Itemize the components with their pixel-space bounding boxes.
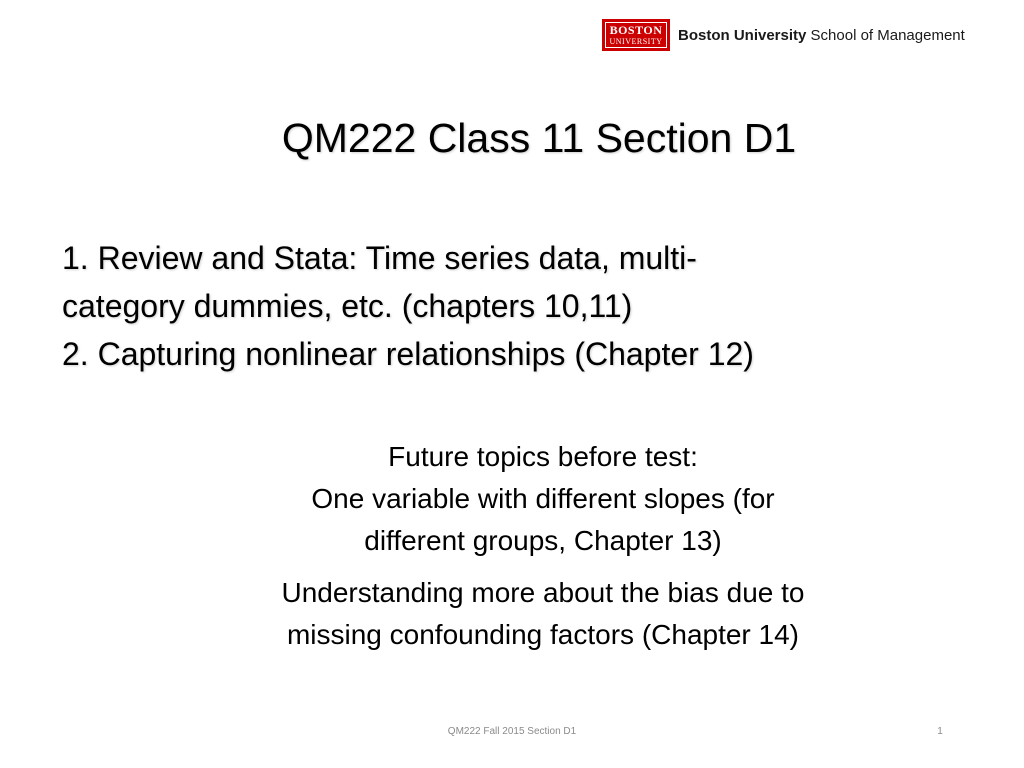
agenda-line-3: 2. Capturing nonlinear relationships (Chapter 12) (62, 336, 754, 372)
agenda-line-2: category dummies, etc. (chapters 10,11) (62, 288, 633, 324)
school-name-bold: Boston University (678, 26, 807, 44)
seal-line-1: BOSTON (609, 23, 663, 37)
agenda-line-1: 1. Review and Stata: Time series data, multi- (62, 240, 697, 276)
seal-line-2: UNIVERSITY (609, 37, 663, 46)
slide-footer: QM222 Fall 2015 Section D1 (447, 726, 577, 737)
school-name (678, 27, 965, 44)
agenda (62, 234, 1002, 378)
university-logo (602, 19, 965, 51)
slide-title: QM222 Class 11 Section D1 (281, 115, 797, 161)
school-name-rest: School of Management (810, 26, 965, 44)
future-topic-2-line-2: missing confounding factors (Chapter 14) (286, 619, 800, 650)
future-topics-heading: Future topics before test: (388, 441, 698, 472)
future-topic-1-line-2: different groups, Chapter 13) (364, 525, 722, 556)
boston-university-seal (602, 19, 670, 51)
future-topics (180, 436, 906, 656)
future-topic-1-line-1: One variable with different slopes (for (311, 483, 775, 514)
future-topic-2-line-1: Understanding more about the bias due to (281, 577, 805, 608)
page-number: 1 (937, 726, 943, 737)
future-topic-2 (180, 572, 906, 656)
